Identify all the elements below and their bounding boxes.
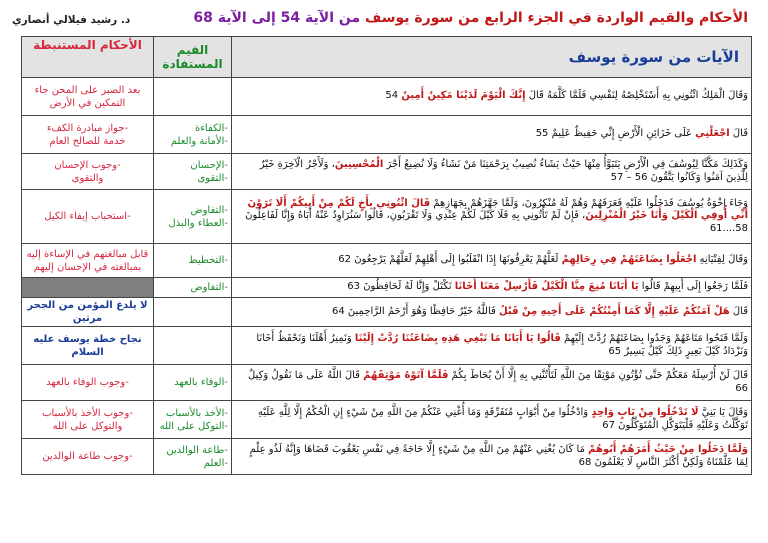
values-cell xyxy=(154,244,232,278)
ruling-item: خدمة للصالح العام xyxy=(49,135,126,147)
table-row xyxy=(22,278,752,298)
verse-text: فَاللَّهُ خَيْرٌ حَافِظًا وَهُوَ أَرْحَمُ الرَّاحِمِينَ 64 xyxy=(332,305,499,317)
ruling-item: -جواز مبادرة الكفء xyxy=(46,122,129,134)
author-name: د. رشيد فيلالي أنصاري xyxy=(12,14,131,26)
verse-cell xyxy=(232,298,752,327)
rulings-cell xyxy=(22,278,154,298)
value-item: -العلم xyxy=(203,457,228,469)
ruling-item: -وجوب الوفاء بالعهد xyxy=(46,377,129,388)
header-values: القيم المستفادة xyxy=(154,37,232,78)
verse-highlight: إِنَّكَ الْيَوْمَ لَدَيْنَا مَكِينٌ أَمِينٌ xyxy=(401,90,526,102)
verse-cell xyxy=(232,365,752,401)
ruling-item: بعد الصبر على المحن جاء التمكين في الأرض xyxy=(34,84,141,109)
value-item: -الأمانة والعلم xyxy=(170,135,228,147)
value-item: -الأخذ بالأسباب xyxy=(165,407,228,419)
ruling-item: -استحباب إيفاء الكيل xyxy=(44,211,131,222)
verse-highlight: قَالَ ائْتُونِي بِأَخٍ لَكُمْ مِنْ أَبِيكُمْ أَلَا تَرَوْنَ أَنِّي أُوفِي الْكَيْلَ وَأَنَا خَيْرُ الْمُنْزِلِينَ xyxy=(247,197,748,222)
values-cell xyxy=(154,78,232,116)
verse-text: وَقَالَ الْمَلِكُ ائْتُونِي بِهِ أَسْتَخْلِصْهُ لِنَفْسِي فَلَمَّا كَلَّمَهُ قَالَ xyxy=(525,90,748,102)
rulings-cell xyxy=(22,190,154,244)
verse-text: قَالَ xyxy=(729,305,748,317)
values-cell xyxy=(154,327,232,365)
verse-cell xyxy=(232,190,752,244)
verse-cell xyxy=(232,401,752,439)
verse-text: فَلَمَّا رَجَعُوا إِلَى أَبِيهِمْ قَالُوا xyxy=(638,281,748,293)
rulings-cell xyxy=(22,154,154,190)
value-item: -التفاوض xyxy=(190,204,228,216)
verse-text: لَعَلَّهُمْ يَعْرِفُونَهَا إِذَا انْقَلَبُوا إِلَى أَهْلِهِمْ لَعَلَّهُمْ يَرْجِعُونَ 62 xyxy=(338,254,562,266)
verse-text: مَا كَانَ يُغْنِي عَنْهُمْ مِنَ اللَّهِ مِنْ شَيْءٍ إِلَّا حَاجَةً فِي نَفْسِ يَعْقُوبَ قَضَاهَا وَإِنَّهُ لَذُو عِلْمٍ لِمَا عَلَّمْنَاهُ وَلَكِنَّ أَكْثَرَ النَّاسِ لَا يَعْلَمُونَ 68 xyxy=(249,444,748,468)
values-cell xyxy=(154,365,232,401)
table-row xyxy=(22,327,752,365)
value-item: -التوكل على الله xyxy=(159,420,228,432)
value-item: -التخطيط xyxy=(188,255,228,266)
header-rulings: الأحكام المستنبطة xyxy=(22,37,154,78)
verse-text: وَجَاءَ إِخْوَةُ يُوسُفَ فَدَخَلُوا عَلَيْهِ فَعَرَفَهُمْ وَهُمْ لَهُ مُنْكِرُونَ، وَلَمَّا جَهَّزَهُمْ بِجَهَازِهِمْ xyxy=(430,197,748,209)
value-item: -طاعة الوالدين xyxy=(166,444,228,456)
table-row xyxy=(22,365,752,401)
ruling-item: بمبالغته في الإحسان إليهم xyxy=(33,261,142,273)
rulings-cell xyxy=(22,401,154,439)
values-cell xyxy=(154,401,232,439)
value-item: -العطاء والبذل xyxy=(168,217,228,229)
verse-highlight: اجْعَلُوا بِضَاعَتَهُمْ فِي رِحَالِهِمْ xyxy=(561,254,697,266)
verse-highlight: وَلَمَّا دَخَلُوا مِنْ حَيْثُ أَمَرَهُمْ أَبُوهُمْ xyxy=(588,444,748,455)
value-item: -الكفاءة xyxy=(194,122,228,134)
ruling-item: نجاح خطة يوسف عليه السلام xyxy=(33,333,142,358)
verse-text: نَكْتَلْ وَإِنَّا لَهُ لَحَافِظُونَ 63 xyxy=(347,281,455,293)
verse-cell xyxy=(232,78,752,116)
rulings-cell xyxy=(22,244,154,278)
value-item: -التفاوض xyxy=(190,282,228,293)
ruling-item: والتقوى xyxy=(71,172,104,184)
verse-text: وَكَذَلِكَ مَكَّنَّا لِيُوسُفَ فِي الْأَرْضِ يَتَبَوَّأُ مِنْهَا حَيْثُ يَشَاءُ نُصِيبُ بِرَحْمَتِنَا مَنْ نَشَاءُ وَلَا نُضِيعُ أَجْرَ xyxy=(383,159,748,170)
table-row xyxy=(22,154,752,190)
verse-text: قَالَ اللَّهُ عَلَى مَا نَقُولُ وَكِيلٌ 66 xyxy=(247,370,748,394)
verse-highlight: الْمُحْسِنِينَ xyxy=(334,159,384,170)
values-cell xyxy=(154,116,232,154)
verse-text: قَالَ لَنْ أُرْسِلَهُ مَعَكُمْ حَتَّى تُؤْتُونِ مَوْثِقًا مِنَ اللَّهِ لَتَأْتُنَّنِي بِهِ إِلَّا أَنْ يُحَاطَ بِكُمْ xyxy=(448,370,748,381)
verse-text: ، وَلَأَجْرُ الْآخِرَةِ خَيْرٌ لِلَّذِينَ آمَنُوا وَكَانُوا يَتَّقُونَ 56 – 57 xyxy=(259,159,748,183)
table-row xyxy=(22,244,752,278)
verse-text: وَلَمَّا فَتَحُوا مَتَاعَهُمْ وَجَدُوا بِضَاعَتَهُمْ رُدَّتْ إِلَيْهِمْ xyxy=(560,333,748,344)
values-cell xyxy=(154,190,232,244)
verse-text: 54 xyxy=(385,90,402,102)
verse-highlight: قَالُوا يَا أَبَانَا مَا نَبْغِي هَذِهِ بِضَاعَتُنَا رُدَّتْ إِلَيْنَا xyxy=(354,333,561,344)
verse-cell xyxy=(232,439,752,475)
verse-text: وَقَالَ يَا بَنِيَّ xyxy=(698,407,748,418)
rulings-cell xyxy=(22,298,154,327)
verse-highlight: اجْعَلْنِي xyxy=(695,128,730,140)
table-row xyxy=(22,78,752,116)
rulings-cell xyxy=(22,327,154,365)
ruling-item: -وجوب الأخذ بالأسباب xyxy=(42,407,133,419)
verse-cell xyxy=(232,278,752,298)
title-part2: من الآية 54 إلى الآية 68 xyxy=(193,10,361,26)
table-row xyxy=(22,439,752,475)
document-title xyxy=(193,10,748,32)
values-cell xyxy=(154,154,232,190)
verse-cell xyxy=(232,154,752,190)
verse-text: وَنَمِيرُ أَهْلَنَا وَنَحْفَظُ أَخَانَا وَنَزْدَادُ كَيْلَ بَعِيرٍ ذَلِكَ كَيْلٌ يَسِيرٌ 65 xyxy=(256,333,748,357)
rulings-cell xyxy=(22,365,154,401)
rulings-cell xyxy=(22,116,154,154)
ruling-item: -وجوب الإحسان xyxy=(54,159,121,171)
title-part1: الأحكام والقيم الواردة في الجزء الرابع من سورة يوسف xyxy=(360,10,748,26)
table-row xyxy=(22,298,752,327)
value-item: -الوفاء بالعهد xyxy=(174,377,228,388)
verse-text: وَقَالَ لِفِتْيَانِهِ xyxy=(696,254,748,266)
table-header-row xyxy=(22,37,752,78)
rulings-cell xyxy=(22,439,154,475)
rulings-table xyxy=(21,36,752,475)
verse-text: قَالَ xyxy=(729,128,748,140)
verse-text: وَادْخُلُوا مِنْ أَبْوَابٍ مُتَفَرِّقَةٍ وَمَا أُغْنِي عَنْكُمْ مِنَ اللَّهِ مِنْ شَيْءٍ إِنِ الْحُكْمُ إِلَّا لِلَّهِ عَلَيْهِ تَوَكَّلْتُ وَعَلَيْهِ فَلْيَتَوَكَّلِ الْمُتَوَكِّلُونَ 67 xyxy=(257,407,748,431)
verse-cell xyxy=(232,244,752,278)
values-cell xyxy=(154,298,232,327)
table-row xyxy=(22,401,752,439)
rulings-cell xyxy=(22,78,154,116)
verse-highlight: فَلَمَّا آتَوْهُ مَوْثِقَهُمْ xyxy=(363,370,449,381)
value-item: -التقوى xyxy=(197,172,228,184)
verse-text: عَلَى خَزَائِنِ الْأَرْضِ إِنِّي حَفِيظٌ عَلِيمٌ 55 xyxy=(535,128,696,140)
verse-highlight: هَلْ آمَنُكُمْ عَلَيْهِ إِلَّا كَمَا أَمِنْتُكُمْ عَلَى أَخِيهِ مِنْ قَبْلُ xyxy=(498,305,730,317)
values-cell xyxy=(154,439,232,475)
values-cell xyxy=(154,278,232,298)
ruling-item: والتوكل على الله xyxy=(52,420,123,432)
value-item: -الإحسان xyxy=(190,159,228,171)
verse-cell xyxy=(232,116,752,154)
table-row xyxy=(22,116,752,154)
header-verses: الآيات من سورة يوسف xyxy=(232,37,752,78)
ruling-item: لا يلدغ المؤمن من الجحر مرتين xyxy=(27,300,148,324)
table-body xyxy=(22,78,752,475)
verse-cell xyxy=(232,327,752,365)
table-row xyxy=(22,190,752,244)
ruling-item: قابل مبالغتهم في الإساءة إليه xyxy=(26,248,149,260)
ruling-item: -وجوب طاعة الوالدين xyxy=(42,451,133,462)
verse-highlight: لَا تَدْخُلُوا مِنْ بَابٍ وَاحِدٍ xyxy=(591,407,699,418)
verse-highlight: يَا أَبَانَا مُنِعَ مِنَّا الْكَيْلُ فَأَرْسِلْ مَعَنَا أَخَانَا xyxy=(454,281,639,293)
verse-text: ، فَإِنْ لَمْ تَأْتُونِي بِهِ فَلَا كَيْلَ لَكُمْ عِنْدِي وَلَا تَقْرَبُونِ، قَالُوا سَنُرَاوِدُ عَنْهُ أَبَاهُ وَإِنَّا لَفَاعِلُونَ 58....61 xyxy=(245,210,748,234)
